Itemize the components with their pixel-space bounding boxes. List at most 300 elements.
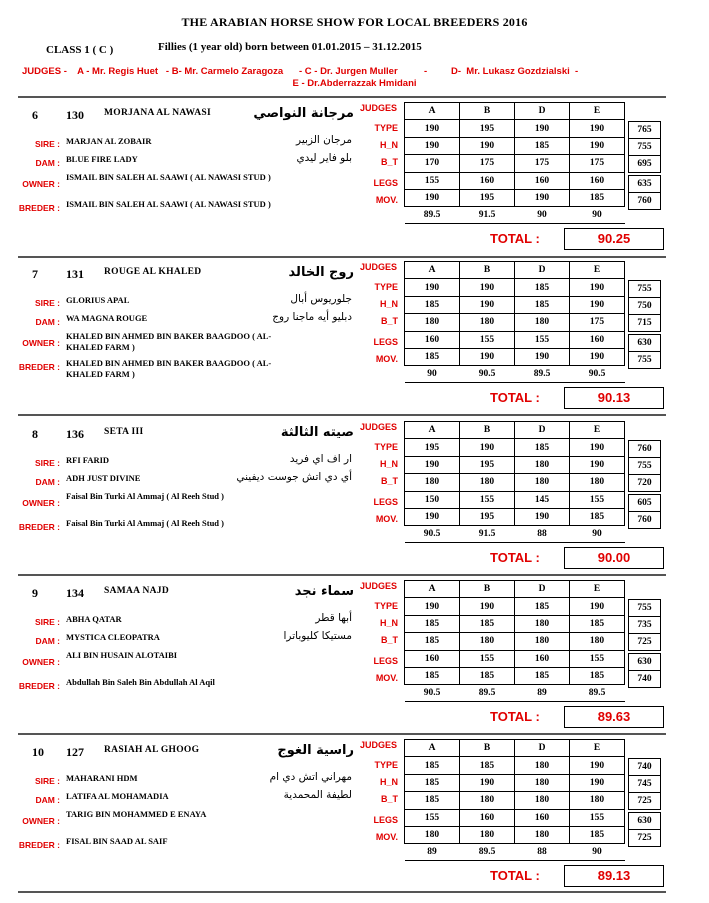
breeder-name: KHALED BIN AHMED BIN BAKER BAAGDOO ( AL-KHALED FARM ) [66, 358, 272, 379]
score-cell: 185 [405, 757, 460, 774]
score-cell: 190 [515, 348, 570, 365]
mov-label: MOV. [375, 354, 398, 364]
entry-number: 10 [32, 745, 44, 759]
dam-label: DAM : [35, 795, 60, 805]
judges-label: JUDGES [360, 103, 398, 113]
score-cell: 190 [570, 137, 625, 154]
hn-label: H_N [379, 618, 398, 628]
breeder-label: BREDER : [18, 522, 60, 532]
judge-column-header: D [515, 262, 570, 279]
score-cell: 185 [515, 296, 570, 313]
row-total: 725 [628, 792, 661, 810]
average-cell: 90 [570, 207, 625, 224]
breeder-name: Abdullah Bin Saleh Bin Abdullah Al Aqil [66, 677, 215, 687]
row-total: 740 [628, 670, 661, 688]
horse-name-arabic: سماء نجد [294, 584, 354, 599]
judge-column-header: B [460, 740, 515, 757]
score-cell: 155 [570, 650, 625, 667]
score-row-hn [405, 456, 625, 473]
row-total: 720 [628, 474, 661, 492]
average-cell: 90 [405, 366, 460, 383]
judge-column-header: E [570, 740, 625, 757]
score-cell: 180 [570, 474, 625, 491]
score-cell: 190 [405, 508, 460, 525]
judges-label: JUDGES [360, 581, 398, 591]
owner-name: KHALED BIN AHMED BIN BAKER BAAGDOO ( AL-KHALED FARM ) [66, 331, 272, 352]
score-row-bt [405, 792, 625, 809]
sire-name: ABHA QATAR [66, 614, 122, 624]
score-cell: 190 [405, 120, 460, 137]
average-cell: 89 [515, 685, 570, 702]
score-row-legs [405, 809, 625, 826]
average-cell: 88 [515, 844, 570, 861]
mov-label: MOV. [375, 514, 398, 524]
score-cell: 195 [460, 456, 515, 473]
dam-name-arabic: دبليو أيه ماجنا روج [272, 311, 352, 323]
judge-column-header: D [515, 422, 570, 439]
row-total: 755 [628, 599, 661, 617]
average-cell: 90.5 [460, 366, 515, 383]
horse-entry [0, 100, 709, 260]
score-cell: 195 [460, 120, 515, 137]
sire-name: MARJAN AL ZOBAIR [66, 136, 152, 146]
score-cell: 195 [405, 439, 460, 456]
score-row-type [405, 120, 625, 137]
dam-name-arabic: مستيكا كليوباترا [283, 630, 352, 642]
average-cell: 89.5 [460, 844, 515, 861]
score-row-type [405, 598, 625, 615]
score-cell: 180 [570, 633, 625, 650]
score-cell: 155 [460, 331, 515, 348]
score-table [404, 102, 625, 224]
entry-number: 9 [32, 586, 38, 600]
score-cell: 190 [570, 120, 625, 137]
breeder-name: FISAL BIN SAAD AL SAIF [66, 836, 168, 846]
judge-column-header: D [515, 740, 570, 757]
row-total: 760 [628, 440, 661, 458]
score-row-mov [405, 508, 625, 525]
score-cell: 185 [405, 667, 460, 684]
type-label: TYPE [374, 601, 398, 611]
judges-label: JUDGES [360, 262, 398, 272]
sire-label: SIRE : [34, 776, 60, 786]
score-cell: 190 [405, 456, 460, 473]
score-row-mov [405, 826, 625, 843]
legs-label: LEGS [373, 815, 398, 825]
class-label: CLASS 1 ( C ) [46, 44, 114, 56]
score-row-legs [405, 172, 625, 189]
row-total: 760 [628, 192, 661, 210]
page-title: THE ARABIAN HORSE SHOW FOR LOCAL BREEDERS 2016 [181, 15, 528, 29]
sire-label: SIRE : [34, 139, 60, 149]
dam-name: LATIFA AL MOHAMADIA [66, 791, 169, 801]
score-cell: 160 [460, 172, 515, 189]
average-cell: 90 [570, 526, 625, 543]
average-cell: 89 [405, 844, 460, 861]
horse-code: 134 [66, 586, 84, 600]
score-cell: 190 [460, 439, 515, 456]
horse-code: 127 [66, 745, 84, 759]
sire-name-arabic: ار اف اي فريد [289, 453, 352, 465]
row-total: 630 [628, 812, 661, 830]
score-cell: 190 [460, 279, 515, 296]
dam-label: DAM : [35, 636, 60, 646]
sire-name: GLORIUS APAL [66, 295, 130, 305]
score-table [404, 421, 625, 543]
sire-label: SIRE : [34, 458, 60, 468]
score-row-mov [405, 189, 625, 206]
horse-name: SAMAA NAJD [104, 586, 170, 596]
score-cell: 160 [570, 172, 625, 189]
score-cell: 185 [460, 667, 515, 684]
judge-column-header: D [515, 581, 570, 598]
judges-label: JUDGES [360, 740, 398, 750]
score-cell: 160 [405, 331, 460, 348]
average-cell: 90 [515, 207, 570, 224]
sire-name-arabic: جلوريوس أبال [290, 293, 352, 305]
row-total: 740 [628, 758, 661, 776]
breeder-label: BREDER : [18, 681, 60, 691]
score-cell: 180 [515, 774, 570, 791]
average-cell: 91.5 [460, 526, 515, 543]
owner-label: OWNER : [22, 338, 60, 348]
owner-label: OWNER : [22, 657, 60, 667]
score-cell: 190 [460, 348, 515, 365]
sire-name-arabic: مرجان الزبير [296, 134, 352, 146]
row-total: 765 [628, 121, 661, 139]
score-cell: 160 [515, 809, 570, 826]
score-cell: 185 [515, 598, 570, 615]
row-total: 695 [628, 155, 661, 173]
score-cell: 180 [460, 792, 515, 809]
score-cell: 160 [515, 650, 570, 667]
breeder-label: BREDER : [18, 362, 60, 372]
legs-label: LEGS [373, 337, 398, 347]
score-cell: 185 [515, 137, 570, 154]
score-cell: 190 [460, 774, 515, 791]
total-score: 89.63 [564, 706, 664, 728]
row-total: 715 [628, 314, 661, 332]
score-cell: 180 [460, 474, 515, 491]
judge-column-header: E [570, 262, 625, 279]
score-cell: 155 [460, 650, 515, 667]
score-table [404, 580, 625, 702]
score-cell: 190 [460, 598, 515, 615]
score-cell: 155 [460, 491, 515, 508]
class-description: Fillies (1 year old) born between 01.01.2015 – 31.12.2015 [158, 41, 422, 53]
average-cell: 90.5 [405, 526, 460, 543]
horse-entry [0, 259, 709, 419]
judges-label: JUDGES [360, 422, 398, 432]
score-cell: 180 [515, 615, 570, 632]
score-row-mov [405, 667, 625, 684]
owner-name: TARIG BIN MOHAMMED E ENAYA [66, 809, 207, 819]
score-cell: 180 [405, 314, 460, 331]
horse-code: 130 [66, 108, 84, 122]
row-total: 605 [628, 494, 661, 512]
section-divider [18, 96, 666, 98]
average-row [405, 844, 625, 861]
score-row-bt [405, 155, 625, 172]
dam-label: DAM : [35, 477, 60, 487]
score-cell: 185 [570, 826, 625, 843]
judge-column-header: A [405, 422, 460, 439]
bt-label: B_T [380, 794, 398, 804]
sire-name: RFI FARID [66, 455, 110, 465]
score-cell: 190 [405, 189, 460, 206]
score-cell: 155 [515, 331, 570, 348]
score-cell: 190 [515, 189, 570, 206]
type-label: TYPE [374, 442, 398, 452]
owner-name: ALI BIN HUSAIN ALOTAIBI [66, 650, 178, 660]
row-total: 755 [628, 138, 661, 156]
average-cell: 89.5 [405, 207, 460, 224]
average-cell: 90.5 [570, 366, 625, 383]
score-cell: 160 [460, 809, 515, 826]
breeder-label: BREDER : [18, 203, 60, 213]
score-row-hn [405, 774, 625, 791]
score-cell: 145 [515, 491, 570, 508]
total-label: TOTAL : [490, 231, 540, 246]
score-cell: 160 [570, 331, 625, 348]
judge-column-header: A [405, 740, 460, 757]
dam-name-arabic: لطيفة المحمدية [283, 789, 352, 801]
score-table [404, 261, 625, 383]
score-cell: 155 [405, 172, 460, 189]
score-cell: 180 [515, 474, 570, 491]
score-cell: 160 [405, 650, 460, 667]
score-cell: 185 [570, 508, 625, 525]
score-cell: 185 [405, 774, 460, 791]
score-cell: 160 [515, 172, 570, 189]
entry-number: 8 [32, 427, 38, 441]
average-cell: 90 [570, 844, 625, 861]
average-cell: 89.5 [460, 685, 515, 702]
score-cell: 180 [405, 826, 460, 843]
row-total: 755 [628, 351, 661, 369]
judge-column-header: D [515, 103, 570, 120]
judge-column-header: A [405, 103, 460, 120]
score-cell: 195 [460, 508, 515, 525]
score-cell: 185 [405, 296, 460, 313]
score-cell: 175 [460, 155, 515, 172]
score-cell: 180 [515, 757, 570, 774]
average-row [405, 526, 625, 543]
type-label: TYPE [374, 282, 398, 292]
score-row-hn [405, 615, 625, 632]
score-cell: 180 [405, 474, 460, 491]
score-row-bt [405, 314, 625, 331]
score-row-hn [405, 296, 625, 313]
score-cell: 155 [570, 809, 625, 826]
judges-list-continued: E - Dr.Abderrazzak Hmidani [292, 78, 417, 89]
total-score: 90.00 [564, 547, 664, 569]
horse-entry [0, 737, 709, 897]
score-cell: 170 [405, 155, 460, 172]
row-total: 755 [628, 457, 661, 475]
score-cell: 180 [515, 633, 570, 650]
breeder-name: ISMAIL BIN SALEH AL SAAWI ( AL NAWASI STUD ) [66, 199, 271, 209]
entry-number: 7 [32, 267, 38, 281]
dam-label: DAM : [35, 158, 60, 168]
sire-name-arabic: مهراني اتش دي ام [269, 771, 352, 783]
entry-number: 6 [32, 108, 38, 122]
row-total: 735 [628, 616, 661, 634]
dam-name-arabic: بلو فاير ليدي [296, 152, 352, 164]
row-total: 725 [628, 829, 661, 847]
score-row-type [405, 439, 625, 456]
owner-label: OWNER : [22, 498, 60, 508]
sire-name: MAHARANI HDM [66, 773, 138, 783]
score-cell: 190 [460, 137, 515, 154]
horse-name-arabic: راسية الغوج [277, 743, 354, 758]
row-total: 630 [628, 653, 661, 671]
score-cell: 190 [570, 598, 625, 615]
horse-code: 136 [66, 427, 84, 441]
judge-column-header: B [460, 262, 515, 279]
average-cell: 89.5 [570, 685, 625, 702]
horse-name-arabic: روج الخالد [288, 265, 354, 280]
total-label: TOTAL : [490, 709, 540, 724]
score-row-mov [405, 348, 625, 365]
hn-label: H_N [379, 459, 398, 469]
bt-label: B_T [380, 635, 398, 645]
average-row [405, 685, 625, 702]
sire-label: SIRE : [34, 298, 60, 308]
hn-label: H_N [379, 299, 398, 309]
score-cell: 175 [570, 314, 625, 331]
score-cell: 185 [570, 189, 625, 206]
score-cell: 190 [515, 508, 570, 525]
hn-label: H_N [379, 140, 398, 150]
score-row-legs [405, 331, 625, 348]
score-cell: 180 [460, 633, 515, 650]
average-cell: 90.5 [405, 685, 460, 702]
average-cell: 89.5 [515, 366, 570, 383]
score-cell: 155 [570, 491, 625, 508]
score-table [404, 739, 625, 861]
judge-column-header: A [405, 581, 460, 598]
owner-name: ISMAIL BIN SALEH AL SAAWI ( AL NAWASI STUD ) [66, 172, 271, 182]
score-cell: 180 [460, 314, 515, 331]
score-cell: 185 [405, 348, 460, 365]
judge-column-header: B [460, 581, 515, 598]
total-score: 90.13 [564, 387, 664, 409]
judge-column-header: B [460, 103, 515, 120]
score-cell: 190 [570, 774, 625, 791]
row-total: 630 [628, 334, 661, 352]
breeder-name: Faisal Bin Turki Al Ammaj ( Al Reeh Stud ) [66, 518, 224, 528]
score-cell: 190 [570, 439, 625, 456]
score-cell: 180 [515, 314, 570, 331]
dam-name: BLUE FIRE LADY [66, 154, 138, 164]
row-total: 635 [628, 175, 661, 193]
score-cell: 155 [405, 809, 460, 826]
score-row-type [405, 757, 625, 774]
type-label: TYPE [374, 123, 398, 133]
horse-name-arabic: مرجانة النواصي [253, 106, 354, 121]
score-cell: 185 [570, 667, 625, 684]
score-cell: 150 [405, 491, 460, 508]
horse-entry [0, 419, 709, 579]
dam-name-arabic: أي دي اتش جوست ديفيني [236, 471, 352, 483]
score-cell: 175 [515, 155, 570, 172]
row-total: 745 [628, 775, 661, 793]
owner-name: Faisal Bin Turki Al Ammaj ( Al Reeh Stud ) [66, 491, 224, 501]
score-cell: 190 [405, 137, 460, 154]
score-cell: 185 [460, 757, 515, 774]
bt-label: B_T [380, 316, 398, 326]
dam-name: WA MAGNA ROUGE [66, 313, 148, 323]
score-cell: 195 [460, 189, 515, 206]
judge-column-header: E [570, 581, 625, 598]
score-cell: 180 [515, 792, 570, 809]
average-row [405, 207, 625, 224]
sire-label: SIRE : [34, 617, 60, 627]
horse-name: ROUGE AL KHALED [104, 267, 202, 277]
row-total: 755 [628, 280, 661, 298]
breeder-label: BREDER : [18, 840, 60, 850]
type-label: TYPE [374, 760, 398, 770]
row-total: 725 [628, 633, 661, 651]
score-cell: 180 [460, 826, 515, 843]
legs-label: LEGS [373, 497, 398, 507]
mov-label: MOV. [375, 832, 398, 842]
horse-entry [0, 578, 709, 738]
score-cell: 190 [405, 598, 460, 615]
dam-name: ADH JUST DIVINE [66, 473, 141, 483]
score-cell: 190 [570, 456, 625, 473]
score-cell: 185 [405, 615, 460, 632]
mov-label: MOV. [375, 673, 398, 683]
average-cell: 88 [515, 526, 570, 543]
score-row-bt [405, 474, 625, 491]
score-row-legs [405, 491, 625, 508]
score-row-hn [405, 137, 625, 154]
score-cell: 190 [570, 757, 625, 774]
score-cell: 185 [405, 633, 460, 650]
judge-column-header: E [570, 422, 625, 439]
horse-name: RASIAH AL GHOOG [104, 745, 200, 755]
dam-label: DAM : [35, 317, 60, 327]
score-cell: 190 [460, 296, 515, 313]
sire-name-arabic: أبها قطر [315, 612, 352, 624]
total-score: 90.25 [564, 228, 664, 250]
score-cell: 180 [570, 792, 625, 809]
horse-name: MORJANA AL NAWASI [104, 108, 211, 118]
score-cell: 180 [515, 456, 570, 473]
legs-label: LEGS [373, 178, 398, 188]
score-cell: 180 [515, 826, 570, 843]
score-cell: 190 [570, 296, 625, 313]
score-cell: 185 [515, 279, 570, 296]
score-row-legs [405, 650, 625, 667]
judge-column-header: A [405, 262, 460, 279]
horse-name: SETA III [104, 427, 144, 437]
judge-column-header: E [570, 103, 625, 120]
score-cell: 190 [570, 279, 625, 296]
total-label: TOTAL : [490, 390, 540, 405]
dam-name: MYSTICA CLEOPATRA [66, 632, 160, 642]
total-label: TOTAL : [490, 550, 540, 565]
owner-label: OWNER : [22, 179, 60, 189]
bt-label: B_T [380, 476, 398, 486]
row-total: 750 [628, 297, 661, 315]
score-cell: 185 [460, 615, 515, 632]
bt-label: B_T [380, 157, 398, 167]
score-row-bt [405, 633, 625, 650]
horse-code: 131 [66, 267, 84, 281]
